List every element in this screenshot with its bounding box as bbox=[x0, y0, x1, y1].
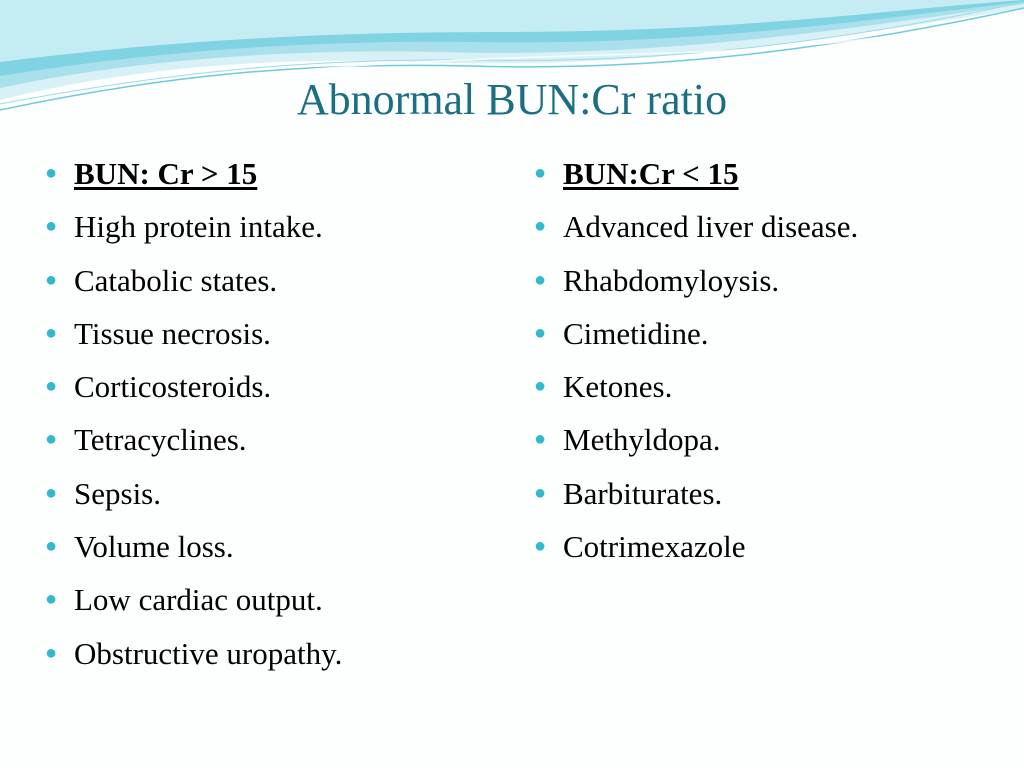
list-item bbox=[44, 254, 494, 307]
list-item bbox=[44, 573, 494, 626]
right-bullet-list bbox=[533, 147, 1003, 573]
list-item bbox=[533, 360, 1003, 413]
list-item-text: Obstructive uropathy. bbox=[74, 635, 343, 671]
list-item bbox=[533, 413, 1003, 466]
bullet-dot-icon: ● bbox=[45, 641, 58, 664]
list-item-text: Cotrimexazole bbox=[563, 529, 746, 565]
list-heading-text: BUN:Cr < 15 bbox=[563, 156, 739, 191]
list-item-text: Volume loss. bbox=[74, 529, 234, 565]
bullet-dot-icon: ● bbox=[45, 535, 58, 558]
bullet-dot-icon: ● bbox=[534, 162, 547, 184]
list-item-text: Catabolic states. bbox=[74, 262, 278, 298]
list-item bbox=[44, 307, 494, 360]
list-item bbox=[44, 360, 494, 413]
bullet-dot-icon: ● bbox=[45, 321, 58, 344]
list-item bbox=[533, 467, 1003, 520]
list-item bbox=[44, 413, 494, 466]
list-item-text: Advanced liver disease. bbox=[563, 209, 859, 245]
list-item-text: Corticosteroids. bbox=[74, 369, 272, 405]
list-item-text: High protein intake. bbox=[74, 209, 323, 245]
bullet-dot-icon: ● bbox=[534, 215, 547, 238]
bullet-dot-icon: ● bbox=[45, 481, 58, 504]
bullet-dot-icon: ● bbox=[45, 428, 58, 451]
list-item-text: Methyldopa. bbox=[563, 422, 721, 458]
left-bullet-list bbox=[44, 147, 494, 680]
list-item bbox=[533, 520, 1003, 573]
bullet-dot-icon: ● bbox=[534, 321, 547, 344]
bullet-dot-icon: ● bbox=[45, 162, 58, 184]
list-heading bbox=[44, 147, 494, 200]
list-item-text: Tetracyclines. bbox=[74, 422, 247, 458]
list-item bbox=[533, 254, 1003, 307]
list-item-text: Cimetidine. bbox=[563, 315, 709, 351]
bullet-dot-icon: ● bbox=[45, 375, 58, 398]
list-item-text: Rhabdomyloysis. bbox=[563, 262, 780, 298]
list-item-text: Low cardiac output. bbox=[74, 582, 323, 618]
bullet-dot-icon: ● bbox=[45, 268, 58, 291]
list-item bbox=[44, 520, 494, 573]
bullet-dot-icon: ● bbox=[534, 375, 547, 398]
list-item-text: Sepsis. bbox=[74, 475, 161, 511]
bullet-dot-icon: ● bbox=[45, 215, 58, 238]
list-item bbox=[533, 200, 1003, 253]
list-item bbox=[44, 467, 494, 520]
slide-title: Abnormal BUN:Cr ratio bbox=[296, 75, 728, 124]
bullet-dot-icon: ● bbox=[534, 535, 547, 558]
list-item bbox=[533, 307, 1003, 360]
bullet-dot-icon: ● bbox=[534, 428, 547, 451]
list-item bbox=[44, 200, 494, 253]
bullet-dot-icon: ● bbox=[534, 481, 547, 504]
list-item bbox=[44, 627, 494, 680]
list-heading-text: BUN: Cr > 15 bbox=[74, 156, 258, 191]
list-item-text: Ketones. bbox=[563, 369, 673, 405]
list-heading bbox=[533, 147, 1003, 200]
bullet-dot-icon: ● bbox=[45, 588, 58, 611]
list-item-text: Barbiturates. bbox=[563, 475, 723, 511]
list-item-text: Tissue necrosis. bbox=[74, 315, 271, 351]
bullet-dot-icon: ● bbox=[534, 268, 547, 291]
